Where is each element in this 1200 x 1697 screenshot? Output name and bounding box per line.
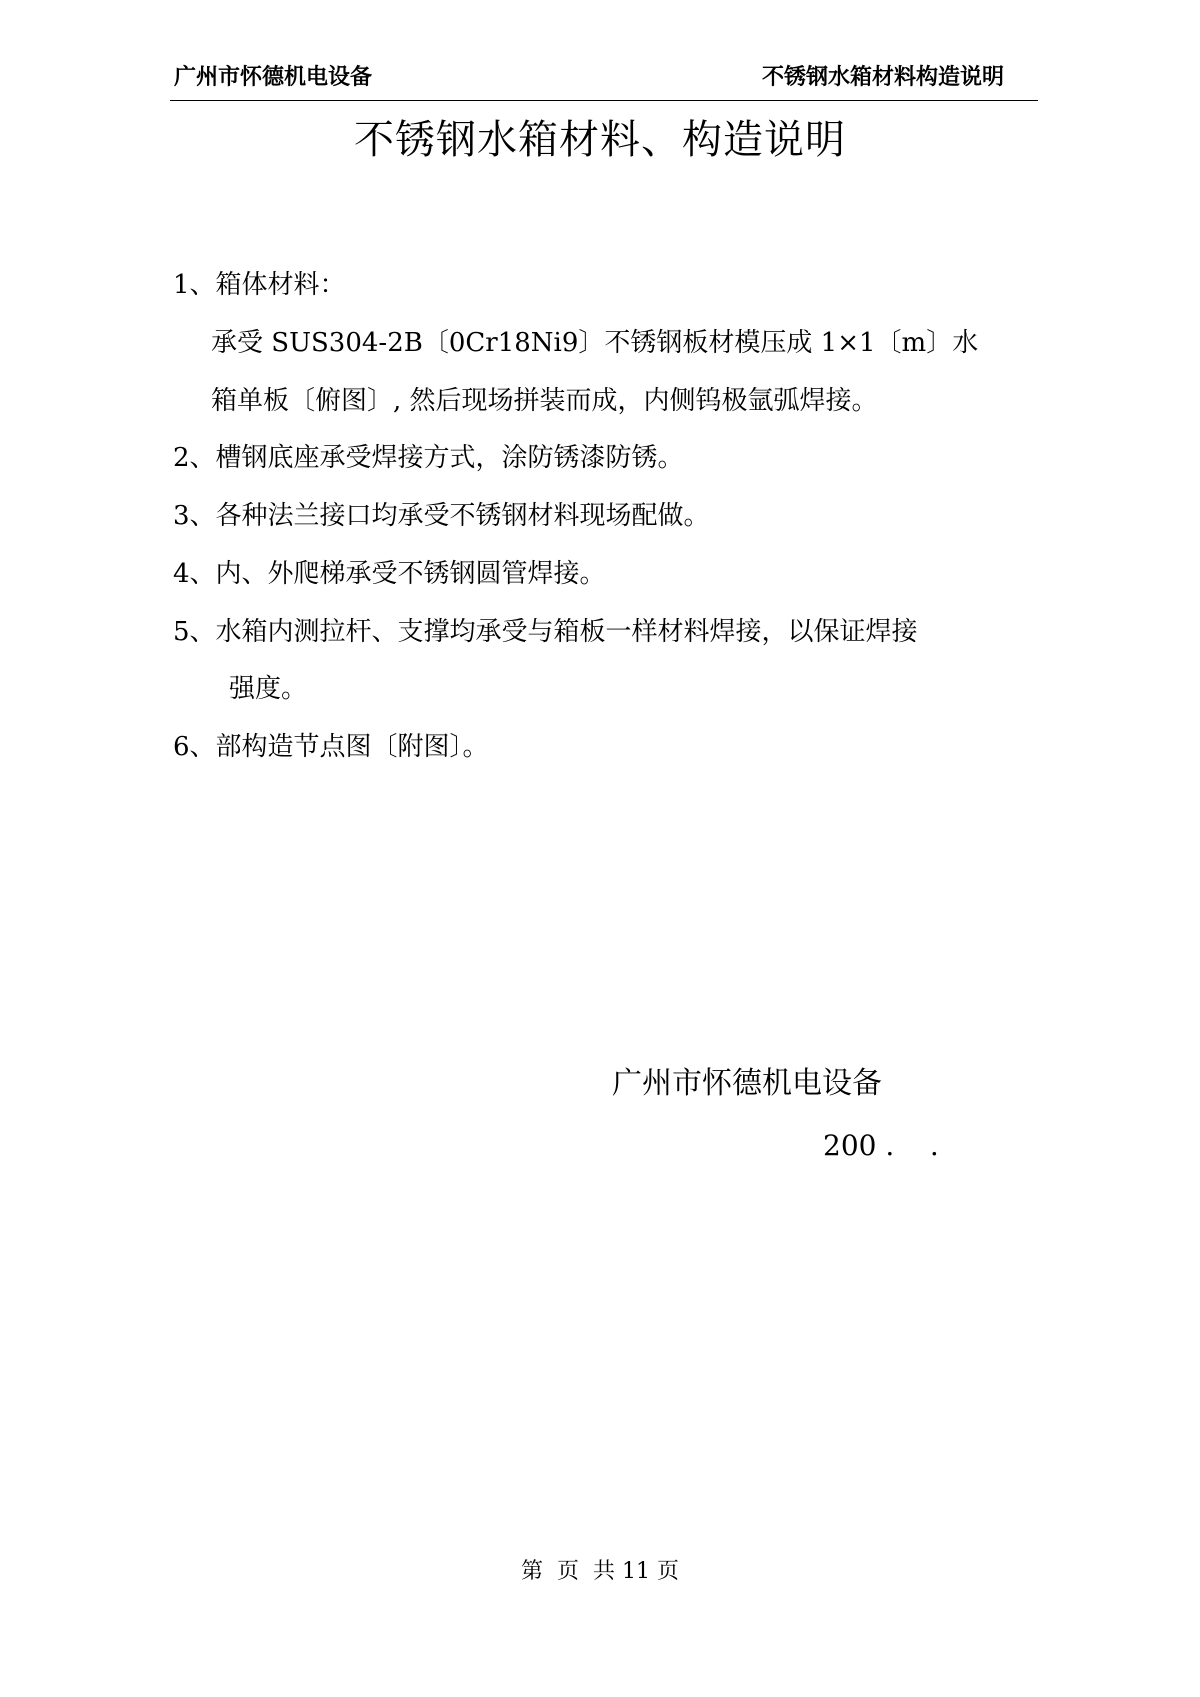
- page-footer: 第 页 共 11 页: [521, 1559, 679, 1584]
- item-1-line-1: 承受 SUS304-2B〔0Cr18Ni9〕不锈钢板材模压成 1×1〔m〕水: [211, 328, 979, 358]
- header-company: 广州市怀德机电设备: [174, 65, 373, 90]
- page-header: [170, 60, 1038, 101]
- item-1-line-2: 箱单板〔俯图〕, 然后现场拼装而成，内侧钨极氩弧焊接。: [211, 386, 878, 416]
- item-4: 4、内、外爬梯承受不锈钢圆管焊接。: [173, 559, 606, 589]
- item-5: 5、水箱内测拉杆、支撑均承受与箱板一样材料焊接，以保证焊接: [173, 617, 918, 647]
- signature-date: 200 . .: [823, 1129, 939, 1162]
- item-5-line-2: 强度。: [229, 674, 308, 704]
- header-doc-title: 不锈钢水箱材料构造说明: [761, 65, 1004, 90]
- document-title: 不锈钢水箱材料、构造说明: [354, 117, 846, 163]
- item-2: 2、槽钢底座承受焊接方式，涂防锈漆防锈。: [173, 443, 684, 473]
- item-1-heading: 1、箱体材料：: [173, 270, 346, 300]
- item-3: 3、各种法兰接口均承受不锈钢材料现场配做。: [173, 501, 710, 531]
- signature-company: 广州市怀德机电设备: [612, 1066, 882, 1101]
- item-6: 6、部构造节点图〔附图〕。: [173, 732, 489, 762]
